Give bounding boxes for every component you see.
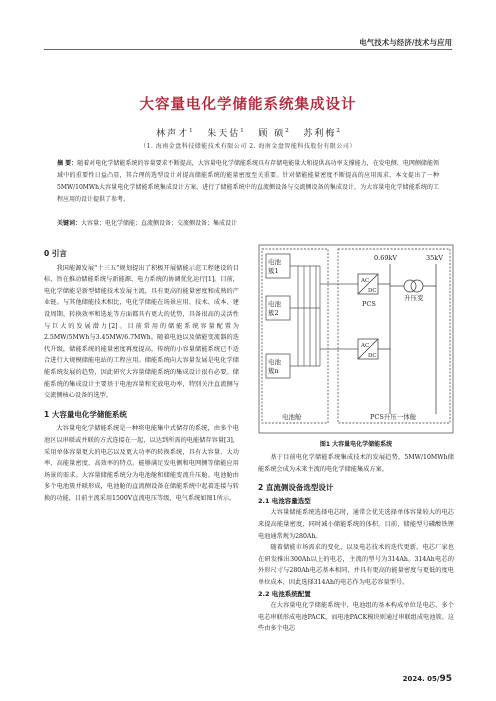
section-heading: 1 大容量电化学储能系统 — [44, 409, 127, 419]
cluster-2-label-b: 簇2 — [268, 309, 279, 317]
keywords — [57, 218, 439, 230]
section-heading: 0 引言 — [44, 249, 67, 258]
converter-bottom-ac: AC — [361, 343, 370, 349]
section-heading: 2 直流侧设备选型设计 — [258, 483, 334, 493]
abstract-label: 摘 要： — [57, 160, 78, 167]
keywords-label: 关键词： — [57, 220, 82, 227]
pcs-integrated-label: PCS升压一体舱 — [370, 413, 417, 421]
cluster-1-label-b: 簇1 — [268, 267, 279, 275]
page-number — [403, 674, 452, 684]
cluster-n-label-b: 簇n — [268, 367, 279, 375]
abstract — [57, 158, 439, 206]
journal-header: 电气技术与经济/技术与应用 — [359, 38, 452, 47]
figure-1-caption: 图1 大容量电化学储能系统 — [319, 441, 393, 448]
battery-cabin-box — [262, 249, 328, 423]
left-column — [44, 248, 239, 504]
paper-title: 大容量电化学储能系统集成设计 — [139, 97, 357, 113]
low-voltage-label: 0.69kV — [374, 254, 398, 262]
converter-bottom — [358, 339, 378, 359]
converter-top-ac: AC — [361, 278, 370, 284]
subsection-heading: 2.1 电池容量选型 — [258, 496, 311, 505]
author: 苏利梅 — [303, 129, 337, 139]
paragraph: 大容量电化学储能系统是一种将电能集中式储存的系统，由多个电池区以串联或并联的方式连接在一起，以达到所需的电能储存容量[3]，采用单体容量更大的电芯以及更大功率的转换系统，具有大容量、大功率、高能量密度、高效率的特点。能够满足发电侧和电网侧等储能应用场景的需求。大容量储能系统分为电池舱和储能变流升压舱。电池舱由多个电池簇并联形成，电池舱的直流侧设备在储能系统中起着连接与转换的功能，目前主流采用1500V直流电压等级，电气系统如图1所示。 — [44, 425, 239, 502]
author: 林声才 — [156, 129, 190, 139]
keywords-text: 大容量；电化学储能；直流侧设备；交流侧设备；集成设计 — [81, 220, 238, 227]
paragraph: 大容量储能系统选择电芯时，通常会优先选择单体容量较大的电芯来提高能量密度，同时减小储能系统的体积。目前，储能型号磷酸铁锂电池通常规为280Ah。 — [258, 509, 454, 540]
subsection-heading: 2.2 电池系统配置 — [258, 589, 311, 598]
dc-busbars — [290, 266, 358, 366]
battery-cabin-label: 电池舱 — [282, 413, 302, 421]
figure-frame — [259, 245, 453, 433]
paragraph: 基于目前电化学储能系统集成技术的发展趋势，5MW/10MWh储能系统会成为未来主流的电化学储能集成方案。 — [258, 454, 454, 473]
author: 朱天估 — [207, 129, 241, 139]
author: 顾 硕 — [258, 129, 286, 139]
paragraph: 在大容量电化学储能系统中，电池组的基本构成单位是电芯，多个电芯串联形成电池PACK，而电池PACK模块则通过串联组成电池簇。这些由多个电芯 — [258, 602, 454, 633]
paragraph: 随着储能市场需求的变化，以及电芯技术的迭代更新，电芯厂家也在研发推出300Ah以上的电芯，主流的型号为314Ah。314Ah电芯的外形尺寸与280Ah电芯基本相同，并具有更高的能量密度与更低的度电单位成本，因此选择314Ah的电芯作为电芯容量型号。 — [258, 544, 454, 586]
header-rule — [44, 49, 452, 50]
page-number-value: 95 — [439, 674, 452, 684]
paragraph: 我国能源发展“十三五”规划提出了积极开展储能示范工程建设的目标，旨在推动储能系统与新能源、电力系统的协调优化运行[1]。目前，电化学储能是新型储能技术发展主流，具有更高的能量密度和成熟的产业链。与其他储能技术相比，电化学储能在场景应用、技术、成本、建设周期、转换效率和选址等方面都具有更大的优势，具备很高的灵活性与巨大的发展潜力[2]。目前常用的储能系统容量配置为2.5MW/5MWh与3.45MW/6.7MWh。随着电池以及储能变流器的迭代升级，储能系统的能量密度再度提高，传统的小容量储能系统已不适合进行大规模储能电站的工程应用。储能系统向大容量发展是电化学储能系统发展的趋势，因此研究大容量储能系统的集成设计很有必要。储能系统的集成设计主要基于电池容量和充放电功率，特别关注直流侧与交流侧核心设备的选型。 — [44, 264, 239, 400]
affiliation: （1. 海南金盘科技储能技术有限公司 2. 海南金盘智能科技股份有限公司） — [140, 143, 356, 150]
abstract-text: 随着对电化学储能系统的容量要求不断提高，大容量电化学储能系统具有存储电能量大和提供高功率支撑能力，在发电侧、电网侧储能领域中的重要性日益凸显，其合理的选型设计对提高储能系统的能量密度至关重要。针对储能能量密度不断提高的应用需求，本文提出了一种5MW/10MWh大容量电化学储能系统集成设计方案，进行了储能系统中的直流侧设备与交流侧设备的集成设计，为大容量电化学储能系统的工程应用的设计提供了参考。 — [57, 160, 439, 203]
converter-bottom-dc: DC — [368, 353, 377, 359]
converter-top — [358, 274, 378, 294]
converter-top-dc: DC — [368, 288, 377, 294]
cluster-1-label-a: 电池 — [268, 258, 281, 266]
high-voltage-label: 35kV — [426, 254, 443, 262]
pcs-integrated-box — [338, 249, 450, 423]
issue-label: 2024. 05/ — [402, 675, 440, 683]
pcs-label: PCS — [362, 300, 376, 308]
transformer-symbol — [390, 280, 436, 292]
right-column — [258, 452, 454, 635]
figure-1-system-diagram — [258, 244, 454, 434]
cluster-n-label-a: 电池 — [268, 358, 281, 366]
transformer-label: 升压变 — [404, 294, 424, 302]
cluster-2-label-a: 电池 — [268, 300, 281, 308]
author-list: 林声才$^1$ 朱天估$^1$ 顾 硕$^2$ 苏利梅$^2$ — [156, 128, 340, 139]
